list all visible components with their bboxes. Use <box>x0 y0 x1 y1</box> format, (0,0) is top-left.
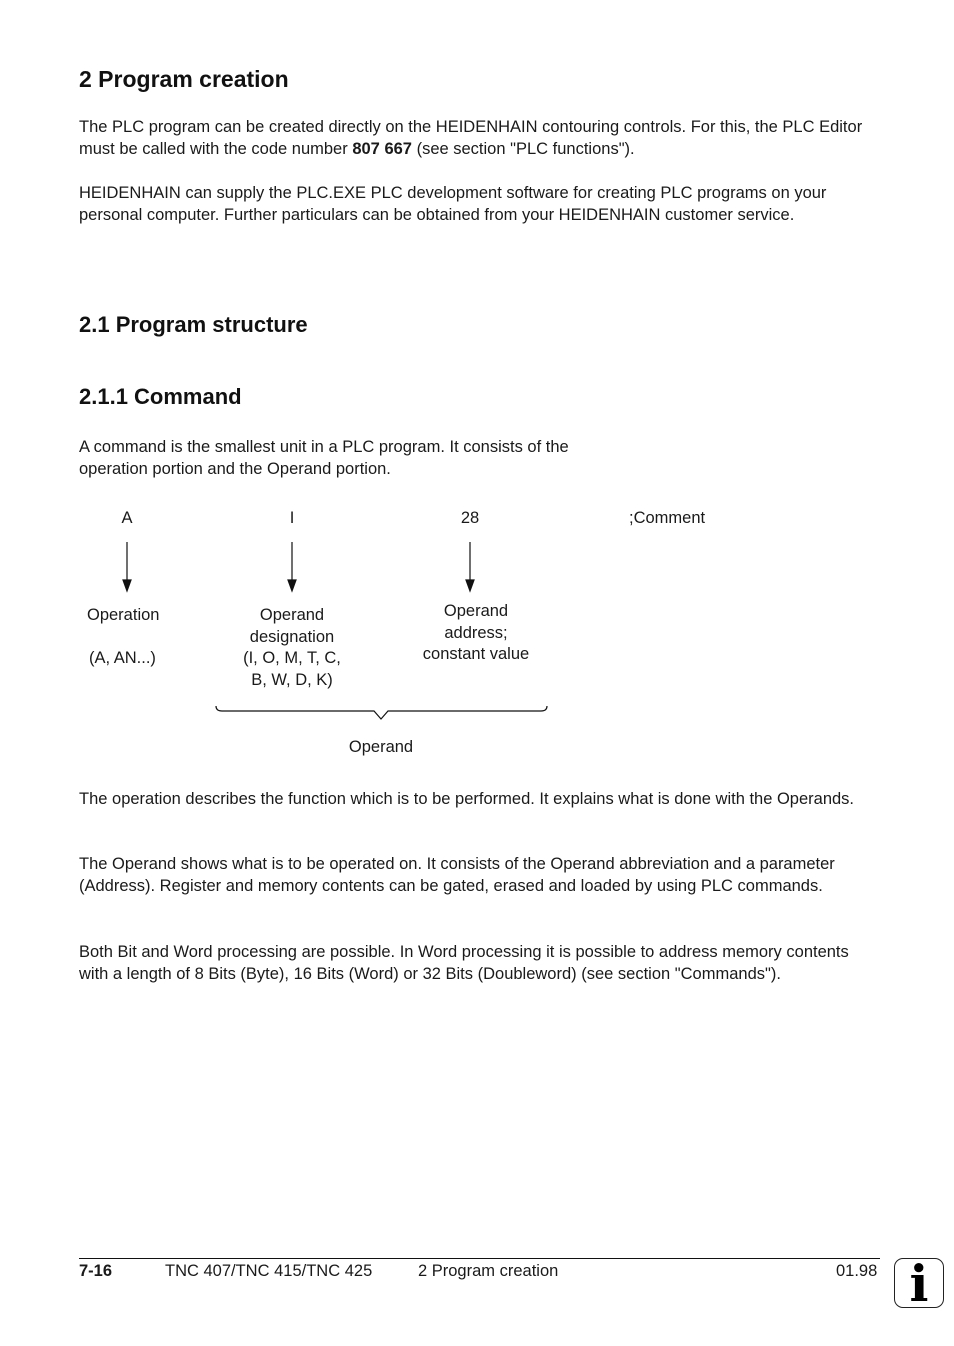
info-icon-glyph: i <box>909 1253 929 1313</box>
arrow-operand-address-head <box>466 580 474 591</box>
operand-paragraph: The Operand shows what is to be operated on. It consists of the Operand abbreviation and a parameter (Address). Register and memory contents can be gated, erased and loaded by using PLC commands. <box>79 855 835 895</box>
intro-paragraph-software: HEIDENHAIN can supply the PLC.EXE PLC development software for creating PLC programs on your personal computer. Further particulars can be obtained from your HEIDENHAIN customer service. <box>79 184 827 224</box>
page-number: 7-16 <box>79 1262 113 1280</box>
operand-brace <box>216 706 547 719</box>
operation-paragraph: The operation describes the function which is to be performed. It explains what is done with the Operands. <box>79 790 855 808</box>
footer-model: TNC 407/TNC 415/TNC 425 <box>165 1262 373 1280</box>
intro-text-after-code: (see section "PLC functions"). <box>411 140 635 158</box>
label-operation: Operation <box>87 606 160 624</box>
footer-date: 01.98 <box>836 1262 878 1280</box>
command-intro-paragraph: A command is the smallest unit in a PLC program. It consists of the operation portion and the Operand portion. <box>79 438 569 478</box>
chapter-heading: 2 Program creation <box>79 66 289 92</box>
token-operand-address: 28 <box>460 509 480 527</box>
info-icon <box>894 1253 944 1313</box>
token-operation: A <box>121 509 133 527</box>
label-operand-designation: Operand designation (I, O, M, T, C, B, W, D, K) <box>243 606 341 689</box>
footer-chapter: 2 Program creation <box>418 1262 559 1280</box>
subsection-heading: 2.1.1 Command <box>79 384 242 409</box>
label-operand: Operand <box>348 738 414 756</box>
token-operand-designation: I <box>289 509 295 527</box>
arrow-operand-designation-head <box>288 580 296 591</box>
label-operation-examples: (A, AN...) <box>89 649 156 667</box>
label-operand-address: Operand address; constant value <box>422 602 530 663</box>
token-comment: ;Comment <box>629 509 706 527</box>
processing-paragraph: Both Bit and Word processing are possible. In Word processing it is possible to address memory contents with a length of 8 Bits (Byte), 16 Bits (Word) or 32 Bits (Doubleword) (see section "Commands"). <box>79 943 849 983</box>
footer-rule <box>79 1258 880 1259</box>
arrow-operation-head <box>123 580 131 591</box>
intro-text-before-code: The PLC program can be created directly on the HEIDENHAIN contouring controls. For this, the PLC Editor must be called with the code number <box>79 118 863 158</box>
editor-code-number: 807 667 <box>352 140 412 158</box>
section-heading: 2.1 Program structure <box>79 312 308 337</box>
